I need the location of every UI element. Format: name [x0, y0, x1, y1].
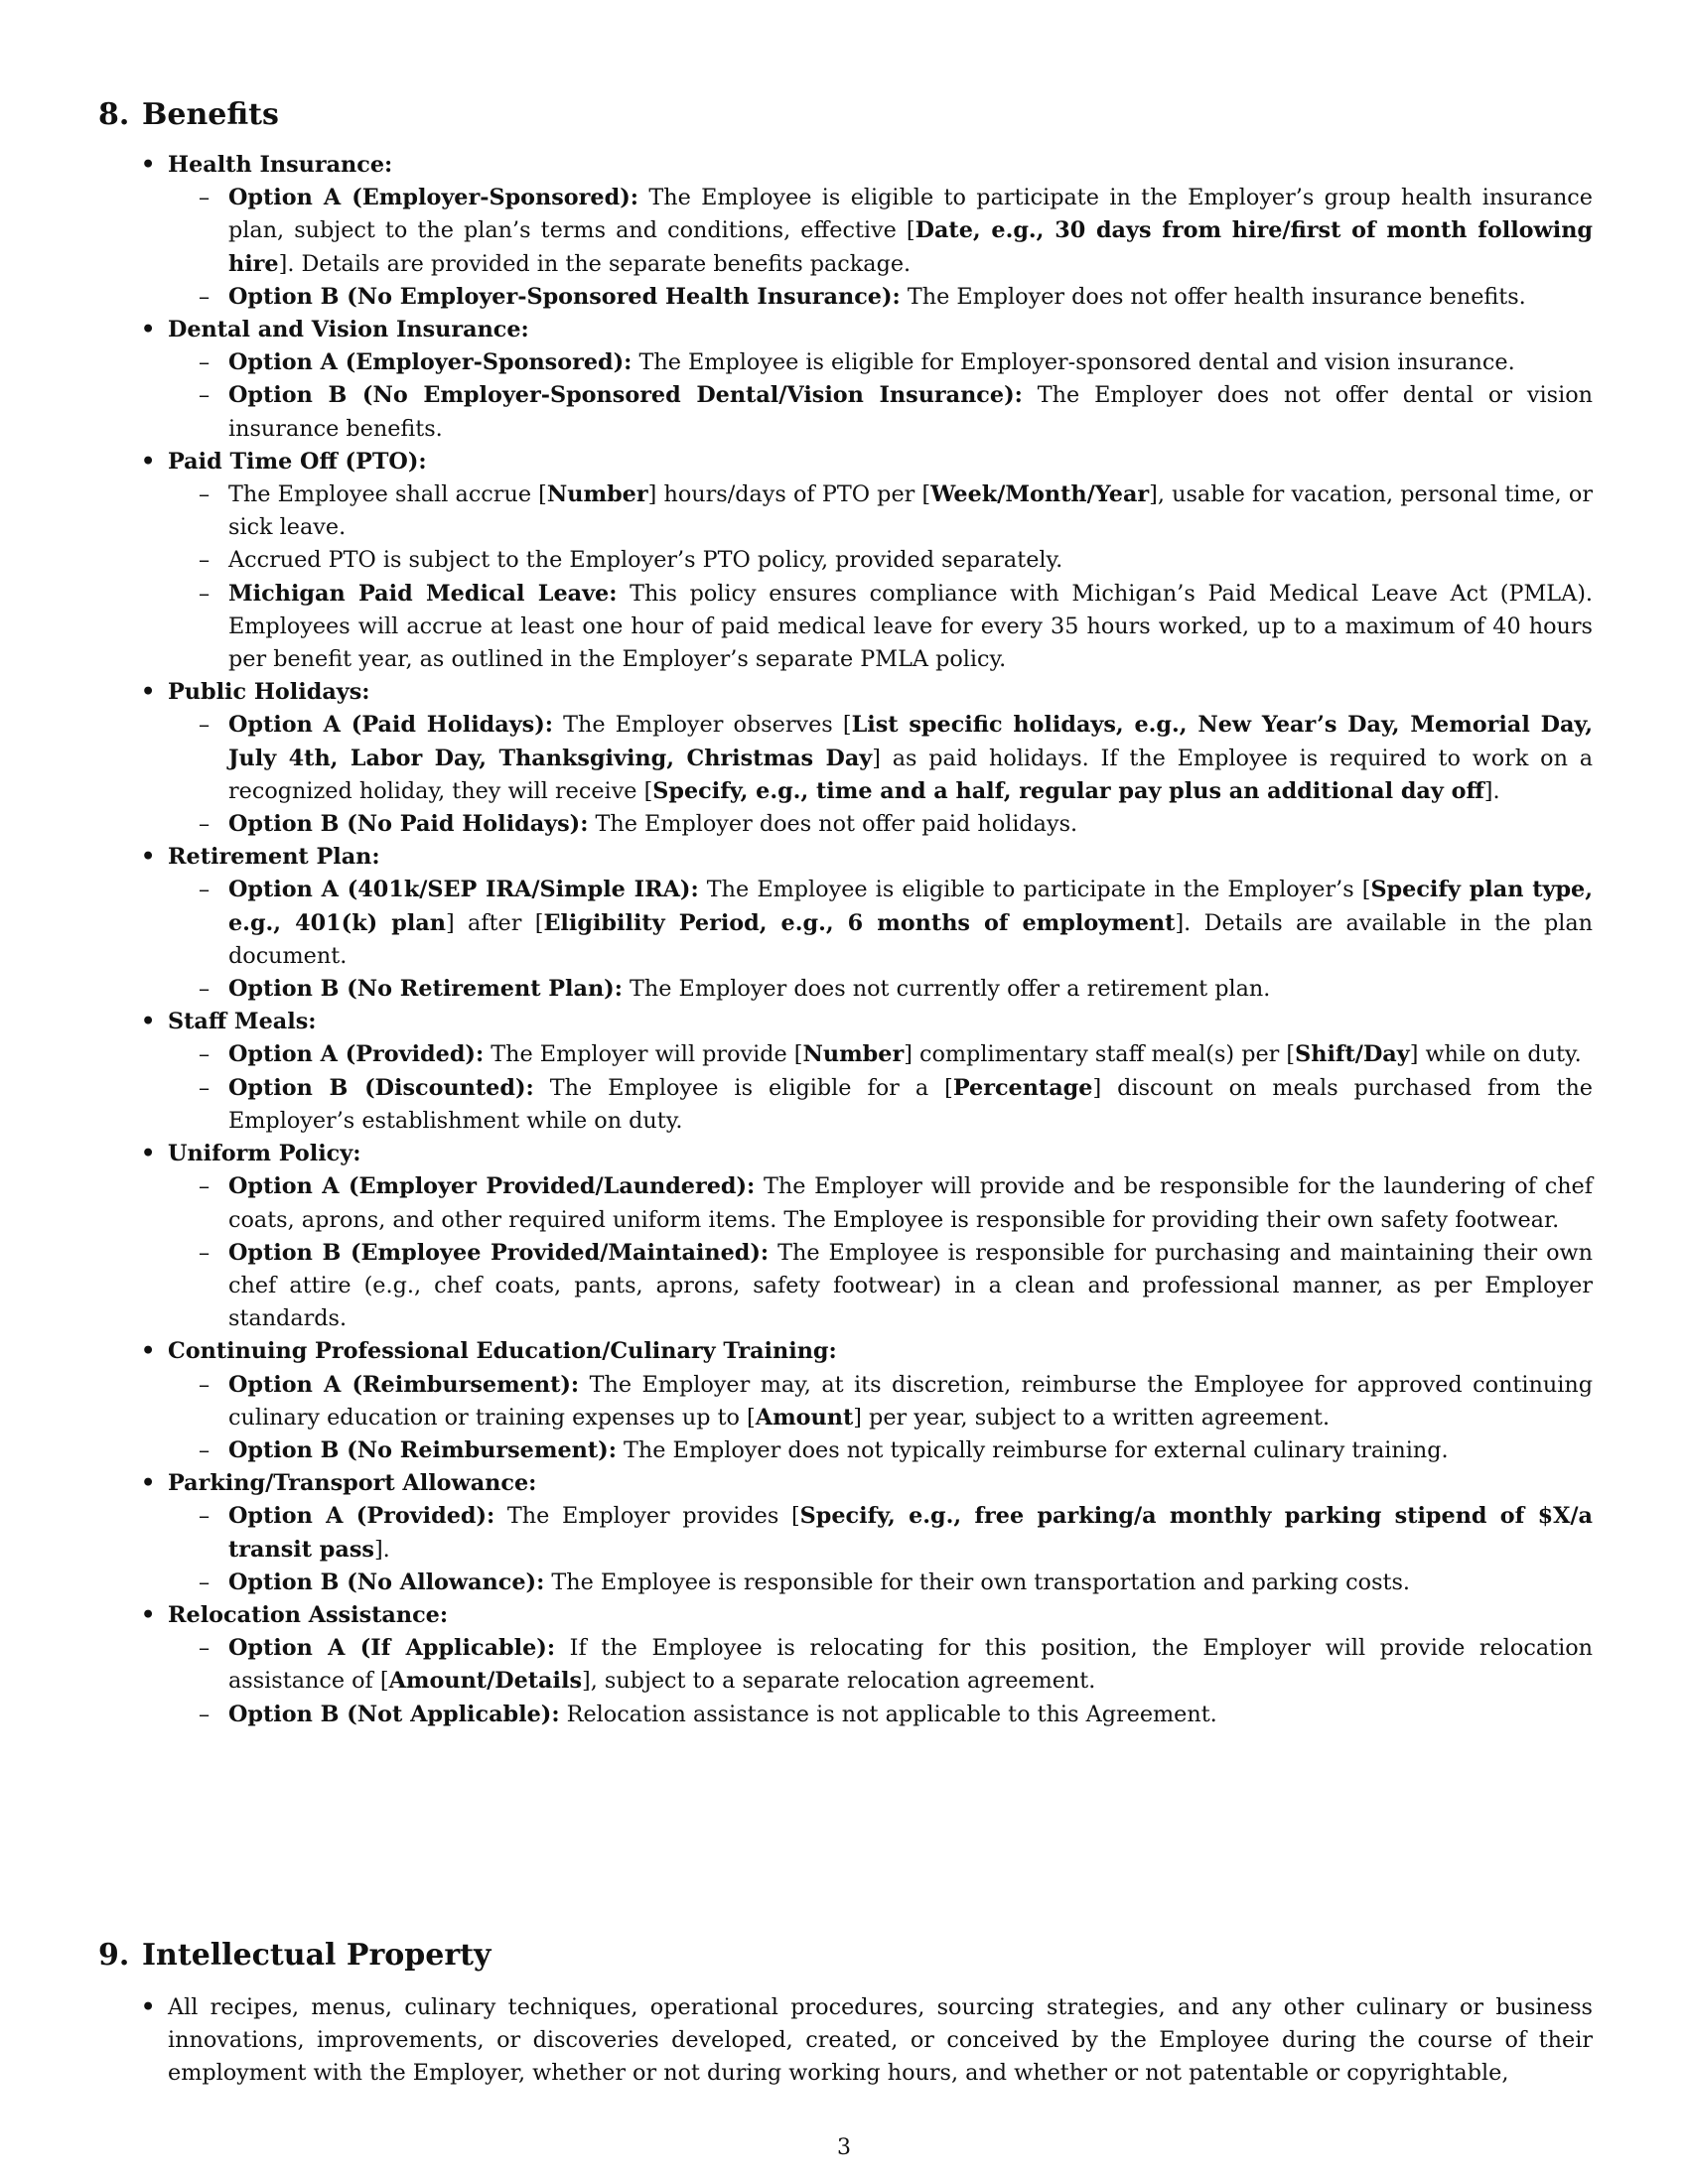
item-title: Parking/Transport Allowance: — [168, 1470, 537, 1497]
list-item-staff-meals — [141, 1006, 1594, 1138]
dash-icon: – — [199, 1436, 211, 1463]
section-number: 8. — [98, 97, 130, 132]
bullet-icon: • — [141, 1009, 156, 1035]
item-title: Retirement Plan: — [168, 844, 380, 871]
sub-item-option-a: – Option A (If Applicable): If the Employee is relocating for this position, the Employer will provide relocation assistance of [Amount/Details], subject to a separate relocation agreement. — [228, 1632, 1593, 1698]
sub-item-option-b: – Option B (No Allowance): The Employee is responsible for their own transportation and parking costs. — [228, 1567, 1593, 1599]
sub-item-option-a: – Option A (Paid Holidays): The Employer observes [List specific holidays, e.g., New Year’s Day, Memorial Day, July 4th, Labor Day, Thanksgiving, Christmas Day] as paid holidays. If the Employee is required to work on a recognized holiday, they will receive [Specify, e.g., time and a half, regular pay plus an additional day off]. — [228, 709, 1593, 808]
item-title: Public Holidays: — [168, 679, 370, 706]
sub-item-option-b: – Option B (Employee Provided/Maintained): The Employee is responsible for purchasing and maintaining their own chef attire (e.g., chef coats, pants, aprons, safety footwear) in a clean and professional manner, as per Employer standards. — [228, 1237, 1593, 1336]
bullet-icon: • — [141, 844, 156, 871]
dash-icon: – — [199, 382, 211, 409]
bullet-icon: • — [141, 1470, 156, 1497]
item-title: Uniform Policy: — [168, 1141, 361, 1167]
sub-item-option-a: – Option A (Provided): The Employer provides [Specify, e.g., free parking/a monthly parking stipend of $X/a transit pass]. — [228, 1500, 1593, 1566]
bullet-icon: • — [141, 1994, 156, 2020]
paragraph-text: All recipes, menus, culinary techniques, operational procedures, sourcing strategies, and any other culinary or business innovations, improvements, or discoveries developed, created, or conceived by the Employee during the course of their employment with the Employer, whether or not during working hours, and whether or not patentable or copyrightable, — [168, 1994, 1593, 2087]
sub-item-policy: – Accrued PTO is subject to the Employer’s PTO policy, provided separately. — [228, 544, 1593, 577]
item-title: Dental and Vision Insurance: — [168, 317, 529, 343]
bullet-icon: • — [141, 152, 156, 178]
list-item-dental-vision — [141, 314, 1593, 446]
dash-icon: – — [199, 811, 211, 838]
list-item-relocation — [141, 1599, 1593, 1731]
sub-item-option-b: – Option B (No Paid Holidays): The Employer does not offer paid holidays. — [228, 808, 1593, 841]
dash-icon: – — [199, 1569, 211, 1595]
item-title: Staff Meals: — [168, 1009, 317, 1035]
dash-icon: – — [199, 481, 211, 508]
item-title: Relocation Assistance: — [168, 1601, 449, 1628]
sub-item-option-a: – Option A (Employer-Sponsored): The Employee is eligible to participate in the Employer’s group health insurance plan, subject to the plan’s terms and conditions, effective [Date, e.g., 30 days from hire/first of month following hire]. Details are provided in the separate benefits package. — [228, 182, 1593, 281]
dash-icon: – — [199, 185, 211, 211]
list-item-pto — [141, 446, 1594, 676]
dash-icon: – — [199, 283, 211, 310]
list-item-retirement — [141, 841, 1594, 1006]
dash-icon: – — [199, 712, 211, 739]
bullet-icon: • — [141, 448, 156, 475]
section-title: Benefits — [142, 97, 279, 132]
sub-item-option-a: – Option A (Employer Provided/Laundered): The Employer will provide and be responsible for the laundering of chef coats, aprons, and other required uniform items. The Employee is responsible for providing their own safety footwear. — [228, 1170, 1593, 1236]
item-title: Paid Time Off (PTO): — [168, 448, 427, 475]
list-item-uniform-policy — [141, 1138, 1594, 1335]
bullet-icon: • — [141, 1601, 156, 1628]
section-heading-intellectual-property — [98, 1938, 491, 1974]
intellectual-property-list — [0, 1991, 1688, 2091]
bullet-icon: • — [141, 1338, 156, 1365]
list-item-education — [141, 1335, 1594, 1467]
dash-icon: – — [199, 1371, 211, 1398]
dash-icon: – — [199, 1239, 211, 1266]
sub-item-pmla: – Michigan Paid Medical Leave: This policy ensures compliance with Michigan’s Paid Medical Leave Act (PMLA). Employees will accrue at least one hour of paid medical leave for every 35 hours worked, up to a maximum of 40 hours per benefit year, as outlined in the Employer’s separate PMLA policy. — [228, 578, 1593, 677]
benefits-list — [0, 149, 1688, 1731]
sub-item-option-b: – Option B (Not Applicable): Relocation assistance is not applicable to this Agreement. — [228, 1699, 1593, 1731]
page-number: 3 — [837, 2135, 851, 2160]
sub-item-accrual: – The Employee shall accrue [Number] hours/days of PTO per [Week/Month/Year], usable for vacation, personal time, or sick leave. — [228, 478, 1593, 544]
dash-icon: – — [199, 1503, 211, 1530]
list-item-public-holidays — [141, 676, 1593, 841]
bullet-icon: • — [141, 679, 156, 706]
dash-icon: – — [199, 1041, 211, 1068]
dash-icon: – — [199, 349, 211, 376]
sub-item-option-a: – Option A (Reimbursement): The Employer may, at its discretion, reimburse the Employee for approved continuing culinary education or training expenses up to [Amount] per year, subject to a written agreement. — [228, 1369, 1593, 1434]
section-heading-benefits — [98, 97, 279, 133]
sub-item-option-a: – Option A (Provided): The Employer will provide [Number] complimentary staff meal(s) per [Shift/Day] while on duty. — [228, 1038, 1593, 1071]
sub-item-option-b: – Option B (No Reimbursement): The Employer does not typically reimburse for external culinary training. — [228, 1434, 1593, 1467]
dash-icon: – — [199, 976, 211, 1003]
dash-icon: – — [199, 1173, 211, 1200]
dash-icon: – — [199, 580, 211, 607]
item-title: Continuing Professional Education/Culinary Training: — [168, 1338, 837, 1365]
section-number: 9. — [98, 1938, 130, 1973]
dash-icon: – — [199, 547, 211, 574]
dash-icon: – — [199, 1701, 211, 1727]
bullet-icon: • — [141, 1141, 156, 1167]
sub-item-option-b: – Option B (No Employer-Sponsored Health Insurance): The Employer does not offer health insurance benefits. — [228, 281, 1593, 314]
list-item-parking — [141, 1467, 1593, 1599]
sub-item-option-b: – Option B (Discounted): The Employee is eligible for a [Percentage] discount on meals purchased from the Employer’s establishment while on duty. — [228, 1072, 1593, 1138]
dash-icon: – — [199, 1635, 211, 1662]
dash-icon: – — [199, 1074, 211, 1101]
sub-item-option-a: – Option A (401k/SEP IRA/Simple IRA): The Employee is eligible to participate in the Employer’s [Specify plan type, e.g., 401(k) plan] after [Eligibility Period, e.g., 6 months of employment]. Details are available in the plan document. — [228, 874, 1593, 973]
list-item-ip-ownership — [141, 1991, 1593, 2091]
list-item-health-insurance — [141, 149, 1594, 314]
sub-item-option-b: – Option B (No Retirement Plan): The Employer does not currently offer a retirement plan. — [228, 973, 1593, 1006]
item-title: Health Insurance: — [168, 152, 393, 178]
sub-item-option-b: – Option B (No Employer-Sponsored Dental/Vision Insurance): The Employer does not offer dental or vision insurance benefits. — [228, 379, 1593, 445]
dash-icon: – — [199, 877, 211, 903]
sub-item-option-a: – Option A (Employer-Sponsored): The Employee is eligible for Employer-sponsored dental and vision insurance. — [228, 346, 1593, 379]
section-title: Intellectual Property — [142, 1938, 492, 1973]
bullet-icon: • — [141, 317, 156, 343]
